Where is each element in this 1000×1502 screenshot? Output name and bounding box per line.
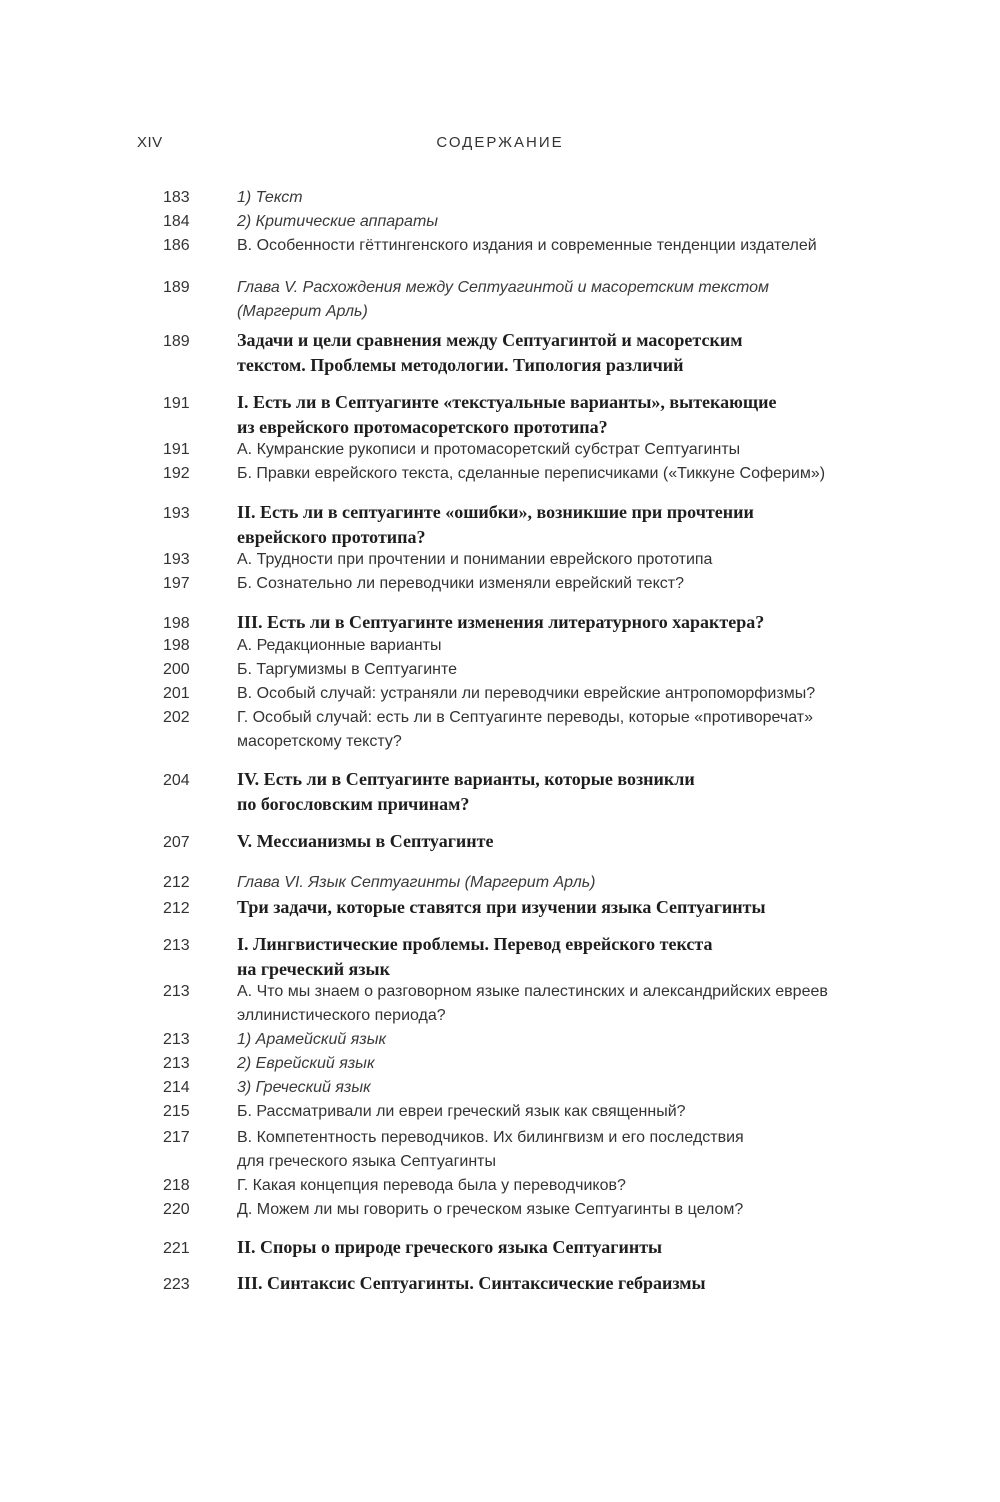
toc-entry-title [237,1235,867,1260]
toc-entry-line: текстом. Проблемы методологии. Типология различий [237,355,684,375]
toc-entry-line: А. Трудности при прочтении и понимании еврейского прототипа [237,551,713,568]
toc-page-number: 183 [163,189,190,206]
toc-page-number: 201 [163,685,190,702]
toc-entry-line: 1) Арамейский язык [237,1031,387,1048]
toc-page-number: 212 [163,900,190,917]
toc-entry-line: Д. Можем ли мы говорить о греческом языке Септуагинты в целом? [237,1201,744,1218]
toc-entry-line: из еврейского протомасоретского прототипа? [237,417,608,437]
toc-entry-title [237,438,867,462]
toc-entry-line: А. Редакционные варианты [237,637,442,654]
toc-entry-line: I. Есть ли в Септуагинте «текстуальные варианты», вытекающие [237,392,777,412]
toc-entry-title [237,500,867,550]
toc-entry-line: эллинистического периода? [237,1007,446,1024]
toc-page-number: 218 [163,1177,190,1194]
toc-page-number: 191 [163,395,190,412]
toc-entry-title [237,829,867,854]
toc-page-number: 215 [163,1103,190,1120]
toc-entry-line: IV. Есть ли в Септуагинте варианты, которые возникли [237,769,695,789]
toc-page-number: 193 [163,505,190,522]
toc-page-number: 184 [163,213,190,230]
toc-page-number: 221 [163,1240,190,1257]
toc-entry-line: Г. Какая концепция перевода была у переводчиков? [237,1177,626,1194]
toc-entry-title [237,1028,867,1052]
toc-page-number: 207 [163,834,190,851]
toc-entry-title [237,682,867,706]
toc-entry-title [237,980,867,1028]
toc-entry-line: В. Особый случай: устраняли ли переводчики еврейские антропоморфизмы? [237,685,816,702]
toc-entry-line: еврейского прототипа? [237,527,426,547]
toc-entry-line: 2) Еврейский язык [237,1055,375,1072]
toc-entry-line: III. Синтаксис Септуагинты. Синтаксические гебраизмы [237,1273,706,1293]
toc-entry-title [237,932,867,982]
toc-entry-line: Глава VI. Язык Септуагинты (Маргерит Арль) [237,874,596,891]
toc-page-number: 223 [163,1276,190,1293]
toc-page-number: 213 [163,1031,190,1048]
toc-entry-title [237,210,867,234]
toc-entry-title [237,610,867,635]
toc-page-number: 186 [163,237,190,254]
toc-entry-line: 3) Греческий язык [237,1079,371,1096]
toc-entry-line: Глава V. Расхождения между Септуагинтой и масоретским текстом [237,279,769,296]
toc-entry-title [237,1100,867,1124]
toc-entry-title [237,390,867,440]
toc-entry-line: В. Особенности гёттингенского издания и современные тенденции издателей [237,237,817,254]
toc-entry-line: II. Споры о природе греческого языка Септуагинты [237,1237,663,1257]
toc-entry-line: масоретскому тексту? [237,733,402,750]
toc-page-number: 212 [163,874,190,891]
toc-entry-line: V. Мессианизмы в Септуагинте [237,831,494,851]
toc-entry-line: Б. Таргумизмы в Септуагинте [237,661,458,678]
toc-entry-title [237,1076,867,1100]
toc-page-number: 213 [163,1055,190,1072]
running-title: СОДЕРЖАНИЕ [436,134,564,151]
toc-page-number: 214 [163,1079,190,1096]
toc-entry-line: Три задачи, которые ставятся при изучении языка Септуагинты [237,897,766,917]
toc-entry-title [237,1271,867,1296]
toc-entry-line: Б. Сознательно ли переводчики изменяли еврейский текст? [237,575,684,592]
toc-entry-title [237,871,867,895]
toc-page-number: 198 [163,615,190,632]
toc-entry-title [237,1198,867,1222]
toc-entry-line: (Маргерит Арль) [237,303,368,320]
toc-entry-line: Б. Рассматривали ли евреи греческий язык как священный? [237,1103,686,1120]
toc-entry-title [237,234,867,258]
toc-entry-title [237,658,867,682]
toc-entry-line: А. Что мы знаем о разговорном языке палестинских и александрийских евреев [237,983,828,1000]
toc-entry-title [237,186,867,210]
toc-page-number: 192 [163,465,190,482]
toc-entry-title [237,767,867,817]
toc-entry-title [237,276,867,324]
toc-entry-title [237,572,867,596]
toc-entry-line: 2) Критические аппараты [237,213,439,230]
toc-entry-title [237,328,867,378]
toc-entry-line: I. Лингвистические проблемы. Перевод еврейского текста [237,934,713,954]
toc-entry-title [237,1126,867,1174]
toc-page-number: 189 [163,279,190,296]
toc-entry-title [237,706,867,754]
toc-entry-line: по богословским причинам? [237,794,470,814]
toc-page-number: 198 [163,637,190,654]
toc-page-number: 193 [163,551,190,568]
toc-page-number: 204 [163,772,190,789]
toc-entry-title [237,462,867,486]
toc-page-number: 213 [163,937,190,954]
toc-entry-title [237,895,867,920]
toc-page-number: 197 [163,575,190,592]
toc-entry-line: на греческий язык [237,959,390,979]
toc-page-number: 189 [163,333,190,350]
toc-entry-line: Задачи и цели сравнения между Септуагинтой и масоретским [237,330,743,350]
toc-page-number: 217 [163,1129,190,1146]
toc-page-number: 202 [163,709,190,726]
toc-entry-line: В. Компетентность переводчиков. Их билингвизм и его последствия [237,1129,744,1146]
toc-page-number: 213 [163,983,190,1000]
toc-page-number: 191 [163,441,190,458]
toc-entry-line: Б. Правки еврейского текста, сделанные переписчиками («Тиккуне Соферим») [237,465,826,482]
toc-page-number: 200 [163,661,190,678]
toc-entry-title [237,1174,867,1198]
toc-entry-title [237,634,867,658]
toc-page-number: 220 [163,1201,190,1218]
toc-entry-line: 1) Текст [237,189,303,206]
toc-entry-line: II. Есть ли в септуагинте «ошибки», возникшие при прочтении [237,502,754,522]
toc-entry-title [237,1052,867,1076]
toc-entry-line: III. Есть ли в Септуагинте изменения литературного характера? [237,612,765,632]
toc-entry-title [237,548,867,572]
toc-entry-line: для греческого языка Септуагинты [237,1153,496,1170]
page-number: XIV [137,134,163,151]
toc-entry-line: А. Кумранские рукописи и протомасоретский субстрат Септуагинты [237,441,741,458]
toc-entry-line: Г. Особый случай: есть ли в Септуагинте переводы, которые «противоречат» [237,709,814,726]
